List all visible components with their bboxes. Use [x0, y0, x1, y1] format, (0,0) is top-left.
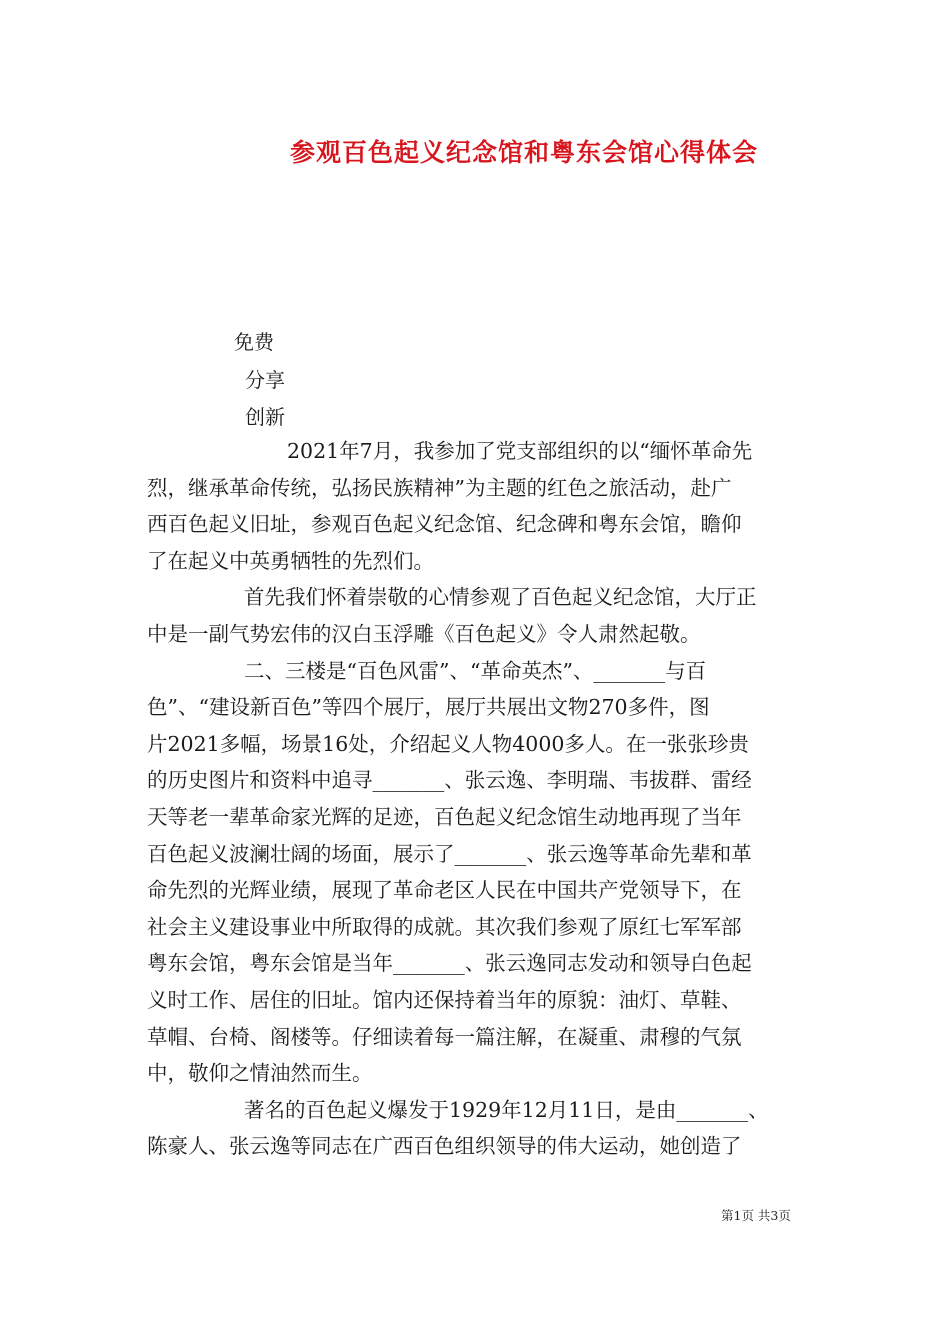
tag-innovate: 创新 — [245, 405, 285, 429]
body-line: 草帽、台椅、阁楼等。仔细读着每一篇注解，在凝重、肃穆的气氛 — [147, 1024, 742, 1049]
body-line: 西百色起义旧址，参观百色起义纪念馆、纪念碑和粤东会馆，瞻仰 — [147, 512, 742, 537]
body-line: 中是一副气势宏伟的汉白玉浮雕《百色起义》令人肃然起敬。 — [147, 621, 701, 646]
body-line: 2021年7月，我参加了党支部组织的以“缅怀革命先 — [287, 439, 753, 463]
body-line: 了在起义中英勇牺牲的先烈们。 — [147, 548, 434, 573]
body-line: 百色起义波澜壮阔的场面，展示了_______、张云逸等革命先辈和革 — [147, 841, 752, 866]
body-line: 二、三楼是“百色风雷”、“革命英杰”、_______与百 — [244, 658, 707, 683]
body-line: 义时工作、居住的旧址。馆内还保持着当年的原貌：油灯、草鞋、 — [147, 987, 742, 1012]
body-line: 著名的百色起义爆发于1929年12月11日，是由_______、 — [244, 1097, 769, 1122]
document-body — [147, 433, 819, 1165]
body-line: 的历史图片和资料中追寻_______、张云逸、李明瑞、韦拔群、雷经 — [147, 768, 752, 793]
body-line: 烈，继承革命传统，弘扬民族精神”为主题的红色之旅活动，赴广 — [147, 475, 732, 500]
body-line: 中，敬仰之情油然而生。 — [147, 1061, 373, 1086]
body-line: 陈豪人、张云逸等同志在广西百色组织领导的伟大运动，她创造了 — [147, 1134, 742, 1159]
body-line: 色”、“建设新百色”等四个展厅，展厅共展出文物270多件，图 — [147, 695, 710, 720]
page-footer: 第1页 共3页 — [721, 1208, 791, 1223]
tag-share: 分享 — [245, 368, 285, 392]
tag-free: 免费 — [234, 330, 274, 354]
document-title: 参观百色起义纪念馆和粤东会馆心得体会 — [289, 138, 758, 167]
body-line: 社会主义建设事业中所取得的成就。其次我们参观了原红七军军部 — [147, 914, 742, 939]
body-line: 命先烈的光辉业绩，展现了革命老区人民在中国共产党领导下，在 — [147, 878, 742, 903]
body-line: 首先我们怀着崇敬的心情参观了百色起义纪念馆，大厅正 — [244, 585, 757, 610]
body-line: 片2021多幅，场景16处，介绍起义人物4000多人。在一张张珍贵 — [147, 731, 749, 756]
body-line: 粤东会馆，粤东会馆是当年_______、张云逸同志发动和领导白色起 — [147, 951, 752, 976]
body-line: 天等老一辈革命家光辉的足迹，百色起义纪念馆生动地再现了当年 — [147, 804, 742, 829]
